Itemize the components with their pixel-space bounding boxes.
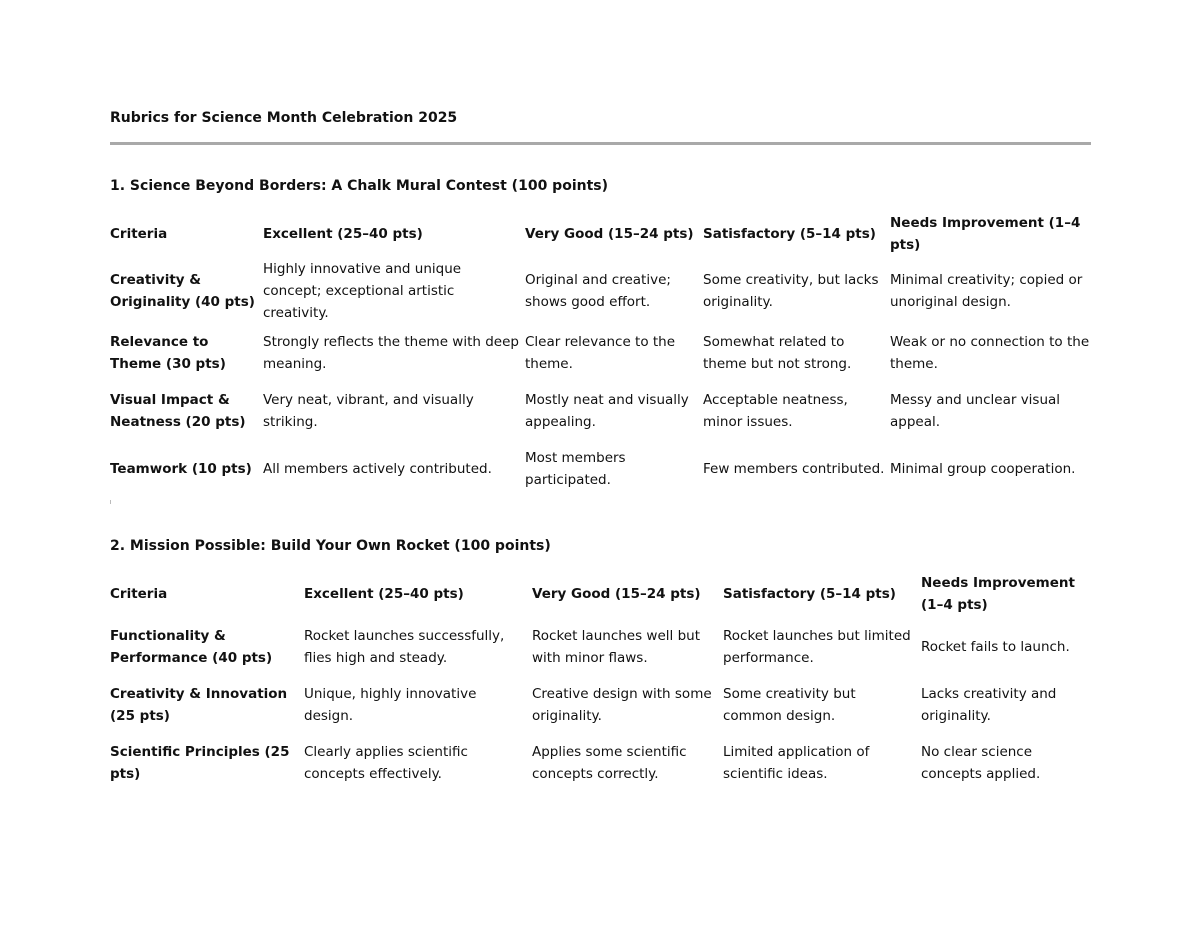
very-good-cell: Rocket launches well but with minor flaws. <box>532 628 700 666</box>
header-excellent: Excellent (25–40 pts) <box>304 586 464 602</box>
table-row <box>108 324 1093 382</box>
table-row <box>108 440 1093 498</box>
rocket-rubric-table <box>108 570 1093 792</box>
needs-improvement-cell: Lacks creativity and originality. <box>921 686 1057 724</box>
excellent-cell: Clearly applies scientific concepts effectively. <box>304 744 468 782</box>
table-row <box>108 618 1093 676</box>
table-header-row <box>108 570 1093 618</box>
table-header-row <box>108 210 1093 258</box>
header-criteria: Criteria <box>110 586 168 602</box>
table-row <box>108 382 1093 440</box>
header-excellent: Excellent (25–40 pts) <box>263 226 423 242</box>
satisfactory-cell: Few members contributed. <box>703 461 885 477</box>
document-title: Rubrics for Science Month Celebration 2025 <box>110 110 458 126</box>
header-needs-improvement: Needs Improvement (1–4 pts) <box>921 575 1075 613</box>
header-very-good: Very Good (15–24 pts) <box>525 226 694 242</box>
table-row <box>108 734 1093 792</box>
satisfactory-cell: Acceptable neatness, minor issues. <box>703 392 848 430</box>
criteria-cell: Relevance to Theme (30 pts) <box>110 334 226 372</box>
section-2-title: 2. Mission Possible: Build Your Own Rocket (100 points) <box>110 538 551 554</box>
excellent-cell: Highly innovative and unique concept; exceptional artistic creativity. <box>263 261 462 321</box>
header-satisfactory: Satisfactory (5–14 pts) <box>703 226 876 242</box>
needs-improvement-cell: Weak or no connection to the theme. <box>890 334 1090 372</box>
table-row <box>108 258 1093 324</box>
excellent-cell: All members actively contributed. <box>263 461 492 477</box>
needs-improvement-cell: Minimal creativity; copied or unoriginal design. <box>890 272 1083 310</box>
satisfactory-cell: Limited application of scientific ideas. <box>723 744 870 782</box>
section-1-title: 1. Science Beyond Borders: A Chalk Mural Contest (100 points) <box>110 178 609 194</box>
very-good-cell: Original and creative; shows good effort. <box>525 272 671 310</box>
excellent-cell: Very neat, vibrant, and visually striking. <box>263 392 474 430</box>
excellent-cell: Strongly reflects the theme with deep meaning. <box>263 334 519 372</box>
chalk-mural-rubric-table <box>108 210 1093 498</box>
header-needs-improvement: Needs Improvement (1–4 pts) <box>890 215 1081 253</box>
table-row <box>108 676 1093 734</box>
very-good-cell: Most members participated. <box>525 450 626 488</box>
very-good-cell: Clear relevance to the theme. <box>525 334 676 372</box>
header-criteria: Criteria <box>110 226 168 242</box>
satisfactory-cell: Somewhat related to theme but not strong. <box>703 334 852 372</box>
very-good-cell: Creative design with some originality. <box>532 686 712 724</box>
satisfactory-cell: Rocket launches but limited performance. <box>723 628 911 666</box>
criteria-cell: Creativity & Originality (40 pts) <box>110 272 255 310</box>
excellent-cell: Rocket launches successfully, flies high and steady. <box>304 628 505 666</box>
criteria-cell: Creativity & Innovation (25 pts) <box>110 686 288 724</box>
header-very-good: Very Good (15–24 pts) <box>532 586 701 602</box>
criteria-cell: Visual Impact & Neatness (20 pts) <box>110 392 246 430</box>
criteria-cell: Teamwork (10 pts) <box>110 461 252 477</box>
needs-improvement-cell: Minimal group cooperation. <box>890 461 1076 477</box>
very-good-cell: Applies some scientific concepts correctly. <box>532 744 687 782</box>
satisfactory-cell: Some creativity, but lacks originality. <box>703 272 879 310</box>
title-divider <box>110 142 1091 145</box>
needs-improvement-cell: Rocket fails to launch. <box>921 639 1070 655</box>
criteria-cell: Functionality & Performance (40 pts) <box>110 628 273 666</box>
needs-improvement-cell: No clear science concepts applied. <box>921 744 1041 782</box>
very-good-cell: Mostly neat and visually appealing. <box>525 392 689 430</box>
criteria-cell: Scientific Principles (25 pts) <box>110 744 290 782</box>
excellent-cell: Unique, highly innovative design. <box>304 686 477 724</box>
page-mark <box>110 500 111 504</box>
satisfactory-cell: Some creativity but common design. <box>723 686 856 724</box>
header-satisfactory: Satisfactory (5–14 pts) <box>723 586 896 602</box>
needs-improvement-cell: Messy and unclear visual appeal. <box>890 392 1061 430</box>
